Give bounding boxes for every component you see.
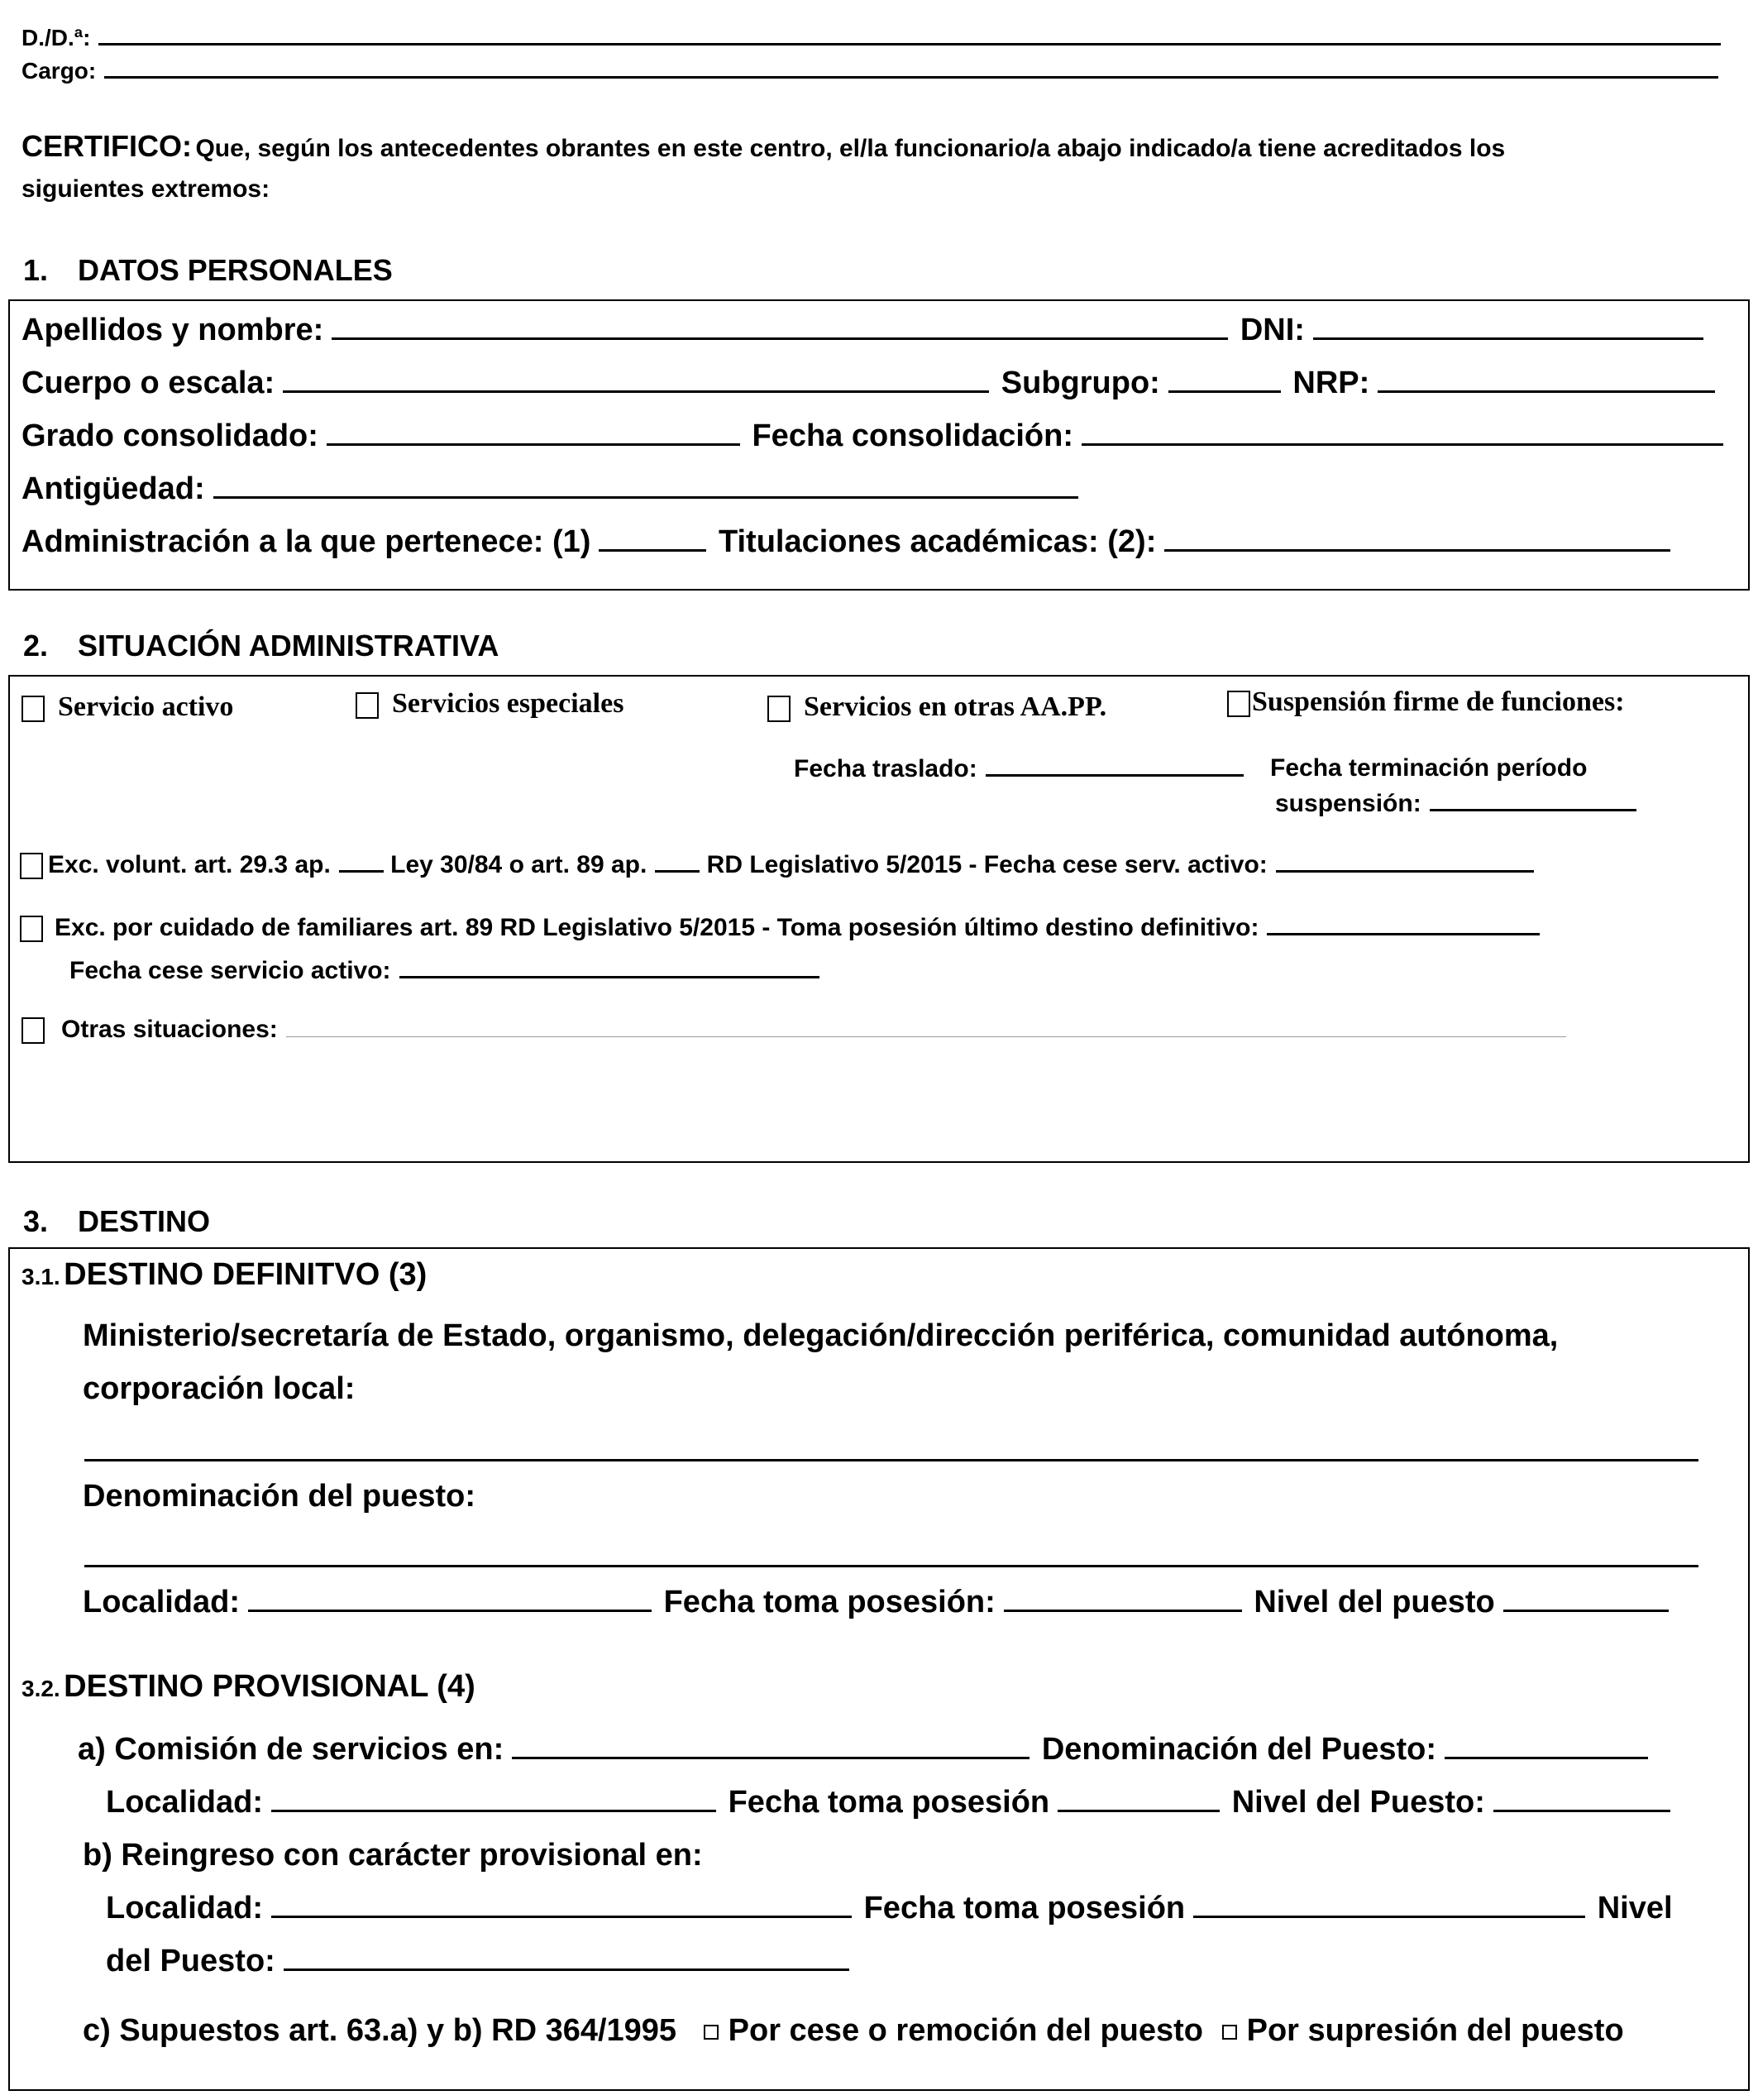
s32-b-nivel-label-2: del Puesto:	[106, 1944, 275, 1978]
administracion-row	[21, 524, 1670, 560]
s32-heading	[21, 1669, 475, 1705]
exc-voluntaria-row	[20, 850, 1534, 879]
servicio-activo-label: Servicio activo	[58, 691, 234, 722]
otras-checkbox[interactable]	[21, 1017, 45, 1044]
denominacion-label: Denominación del puesto:	[83, 1479, 476, 1514]
ministerio-line-2: corporación local:	[83, 1371, 356, 1406]
antiguedad-row	[21, 471, 1078, 507]
fecha-traslado-row	[794, 754, 1244, 783]
exc-voluntaria-checkbox[interactable]	[20, 853, 43, 879]
fecha-cese-label: Fecha cese servicio activo:	[69, 957, 391, 984]
cese-label: Por cese o remoción del puesto	[728, 2013, 1204, 2048]
s32-a-localidad-label: Localidad:	[106, 1785, 264, 1820]
section-1-heading	[23, 253, 393, 288]
dd-field[interactable]	[98, 18, 1721, 45]
grado-row	[21, 419, 1723, 454]
cargo-field[interactable]	[104, 51, 1718, 79]
fecha-terminacion-label: suspensión:	[1275, 790, 1421, 817]
administracion-field[interactable]	[599, 524, 706, 552]
suspension-checkbox[interactable]	[1227, 691, 1250, 717]
dd-label: D./D.ª:	[21, 25, 91, 50]
exc-voluntaria-label-c: RD Legislativo 5/2015 - Fecha cese serv. activo:	[706, 851, 1268, 878]
supresion-checkbox[interactable]	[1222, 2025, 1237, 2040]
antiguedad-field[interactable]	[213, 471, 1078, 499]
servicio-activo-option[interactable]	[21, 691, 233, 723]
s32-b-localidad-label: Localidad:	[106, 1891, 264, 1925]
s32-b-localidad-row	[106, 1891, 1673, 1926]
antiguedad-label: Antigüedad:	[21, 471, 205, 506]
s32-b-nivel-label: Nivel	[1597, 1891, 1673, 1925]
servicios-especiales-label: Servicios especiales	[392, 688, 624, 719]
section-2-heading	[23, 629, 499, 663]
subgrupo-field[interactable]	[1168, 366, 1281, 393]
s31-nivel-label: Nivel del puesto	[1254, 1585, 1495, 1619]
s32-a-localidad-field[interactable]	[271, 1785, 716, 1812]
s31-heading	[21, 1257, 427, 1293]
s31-localidad-field[interactable]	[248, 1585, 652, 1612]
ministerio-line-1: Ministerio/secretaría de Estado, organismo, delegación/dirección periférica, comunidad autónoma,	[83, 1318, 1559, 1353]
cese-checkbox[interactable]	[704, 2025, 719, 2040]
titulaciones-label: Titulaciones académicas: (2):	[718, 524, 1157, 559]
cuerpo-row	[21, 366, 1715, 401]
s31-number: 3.1.	[21, 1264, 60, 1289]
s32-a-nivel-label: Nivel del Puesto:	[1231, 1785, 1485, 1820]
s31-localidad-label: Localidad:	[83, 1585, 241, 1619]
s32-b-localidad-field[interactable]	[271, 1891, 852, 1918]
s32-c-label: c) Supuestos art. 63.a) y b) RD 364/1995	[83, 2013, 677, 2048]
titulaciones-field[interactable]	[1164, 524, 1670, 552]
s32-title: DESTINO PROVISIONAL (4)	[64, 1669, 475, 1704]
fecha-cese-field[interactable]	[399, 956, 819, 978]
servicios-otras-checkbox[interactable]	[767, 696, 791, 722]
denominacion-field[interactable]	[84, 1565, 1698, 1567]
cargo-line	[21, 51, 1718, 84]
exc-voluntaria-label-a: Exc. volunt. art. 29.3 ap.	[48, 851, 331, 878]
s32-b-fecha-label: Fecha toma posesión	[863, 1891, 1186, 1925]
servicios-especiales-option[interactable]	[356, 688, 623, 720]
fecha-traslado-label: Fecha traslado:	[794, 755, 977, 782]
section-2-title: SITUACIÓN ADMINISTRATIVA	[78, 629, 499, 663]
grado-label: Grado consolidado:	[21, 419, 318, 453]
apellidos-field[interactable]	[332, 313, 1228, 340]
s31-fecha-field[interactable]	[1004, 1585, 1242, 1612]
s32-a-denominacion-label: Denominación del Puesto:	[1041, 1732, 1436, 1767]
otras-field[interactable]	[286, 1017, 1566, 1037]
s32-b-label: b) Reingreso con carácter provisional en:	[83, 1838, 703, 1873]
fecha-terminacion-line1: Fecha terminación período	[1270, 754, 1588, 782]
nrp-field[interactable]	[1378, 366, 1715, 393]
certifico-text-1: Que, según los antecedentes obrantes en este centro, el/la funcionario/a abajo indicado/a tiene acreditados los	[195, 135, 1506, 162]
s32-c-row	[83, 2013, 1624, 2049]
s32-a-label: a) Comisión de servicios en:	[78, 1732, 504, 1767]
apellidos-label: Apellidos y nombre:	[21, 313, 324, 347]
exc-voluntaria-label-b: Ley 30/84 o art. 89 ap.	[390, 851, 647, 878]
cuerpo-field[interactable]	[283, 366, 989, 393]
cargo-label: Cargo:	[21, 58, 97, 84]
suspension-option[interactable]	[1227, 686, 1625, 718]
exc-voluntaria-ap-field[interactable]	[339, 850, 384, 873]
servicios-otras-label: Servicios en otras AA.PP.	[804, 691, 1107, 722]
section-3-title: DESTINO	[78, 1204, 211, 1238]
fecha-traslado-field[interactable]	[986, 754, 1244, 777]
certifico-paragraph	[21, 129, 1505, 164]
section-1-number: 1.	[23, 253, 49, 287]
dd-line	[21, 18, 1721, 51]
cuerpo-label: Cuerpo o escala:	[21, 366, 275, 400]
s32-b-nivel-field[interactable]	[284, 1944, 849, 1971]
s31-localidad-row	[83, 1585, 1669, 1620]
dni-field[interactable]	[1313, 313, 1703, 340]
s32-a-nivel-field[interactable]	[1493, 1785, 1670, 1812]
fecha-consolidacion-label: Fecha consolidación:	[752, 419, 1073, 453]
servicios-especiales-checkbox[interactable]	[356, 692, 379, 719]
dni-label: DNI:	[1240, 313, 1305, 347]
servicio-activo-checkbox[interactable]	[21, 696, 45, 722]
section-1-title: DATOS PERSONALES	[78, 253, 393, 287]
s32-a-fecha-field[interactable]	[1058, 1785, 1220, 1812]
exc-cuidado-label: Exc. por cuidado de familiares art. 89 RD Legislativo 5/2015 - Toma posesión último destino definitivo:	[55, 914, 1259, 941]
s32-b-fecha-field[interactable]	[1193, 1891, 1585, 1918]
otras-row	[21, 1016, 1566, 1044]
exc-voluntaria-cese-field[interactable]	[1276, 850, 1534, 873]
nrp-label: NRP:	[1292, 366, 1370, 400]
s32-number: 3.2.	[21, 1676, 60, 1701]
fecha-terminacion-field[interactable]	[1430, 789, 1636, 811]
section-2-number: 2.	[23, 629, 49, 663]
s32-a-fecha-label: Fecha toma posesión	[728, 1785, 1050, 1820]
otras-label: Otras situaciones:	[61, 1016, 278, 1043]
exc-cuidado-field[interactable]	[1267, 913, 1540, 935]
s31-title: DESTINO DEFINITVO (3)	[64, 1257, 428, 1292]
administracion-label: Administración a la que pertenece: (1)	[21, 524, 591, 559]
exc-cuidado-row	[20, 913, 1540, 942]
section-3-heading	[23, 1204, 210, 1239]
certifico-lead: CERTIFICO:	[21, 129, 192, 163]
subgrupo-label: Subgrupo:	[1001, 366, 1160, 400]
certifico-text-2: siguientes extremos:	[21, 175, 270, 203]
s32-b-nivel-row	[106, 1944, 849, 1979]
exc-cuidado-checkbox[interactable]	[20, 916, 43, 942]
s32-a-row	[78, 1732, 1648, 1768]
fecha-cese-row	[69, 956, 819, 985]
suspension-label: Suspensión firme de funciones:	[1252, 686, 1625, 717]
section-3-number: 3.	[23, 1204, 49, 1238]
apellidos-row	[21, 313, 1703, 348]
s32-a-localidad-row	[106, 1785, 1670, 1820]
s32-a-denominacion-field[interactable]	[1445, 1732, 1648, 1759]
ministerio-field[interactable]	[84, 1459, 1698, 1461]
servicios-otras-option[interactable]	[767, 691, 1106, 723]
grado-field[interactable]	[327, 419, 740, 446]
supresion-label: Por supresión del puesto	[1246, 2013, 1624, 2048]
s31-fecha-label: Fecha toma posesión:	[663, 1585, 996, 1619]
exc-voluntaria-ap2-field[interactable]	[655, 850, 700, 873]
s32-a-field[interactable]	[512, 1732, 1029, 1759]
fecha-terminacion-row	[1275, 789, 1636, 818]
s31-nivel-field[interactable]	[1503, 1585, 1669, 1612]
fecha-consolidacion-field[interactable]	[1082, 419, 1723, 446]
